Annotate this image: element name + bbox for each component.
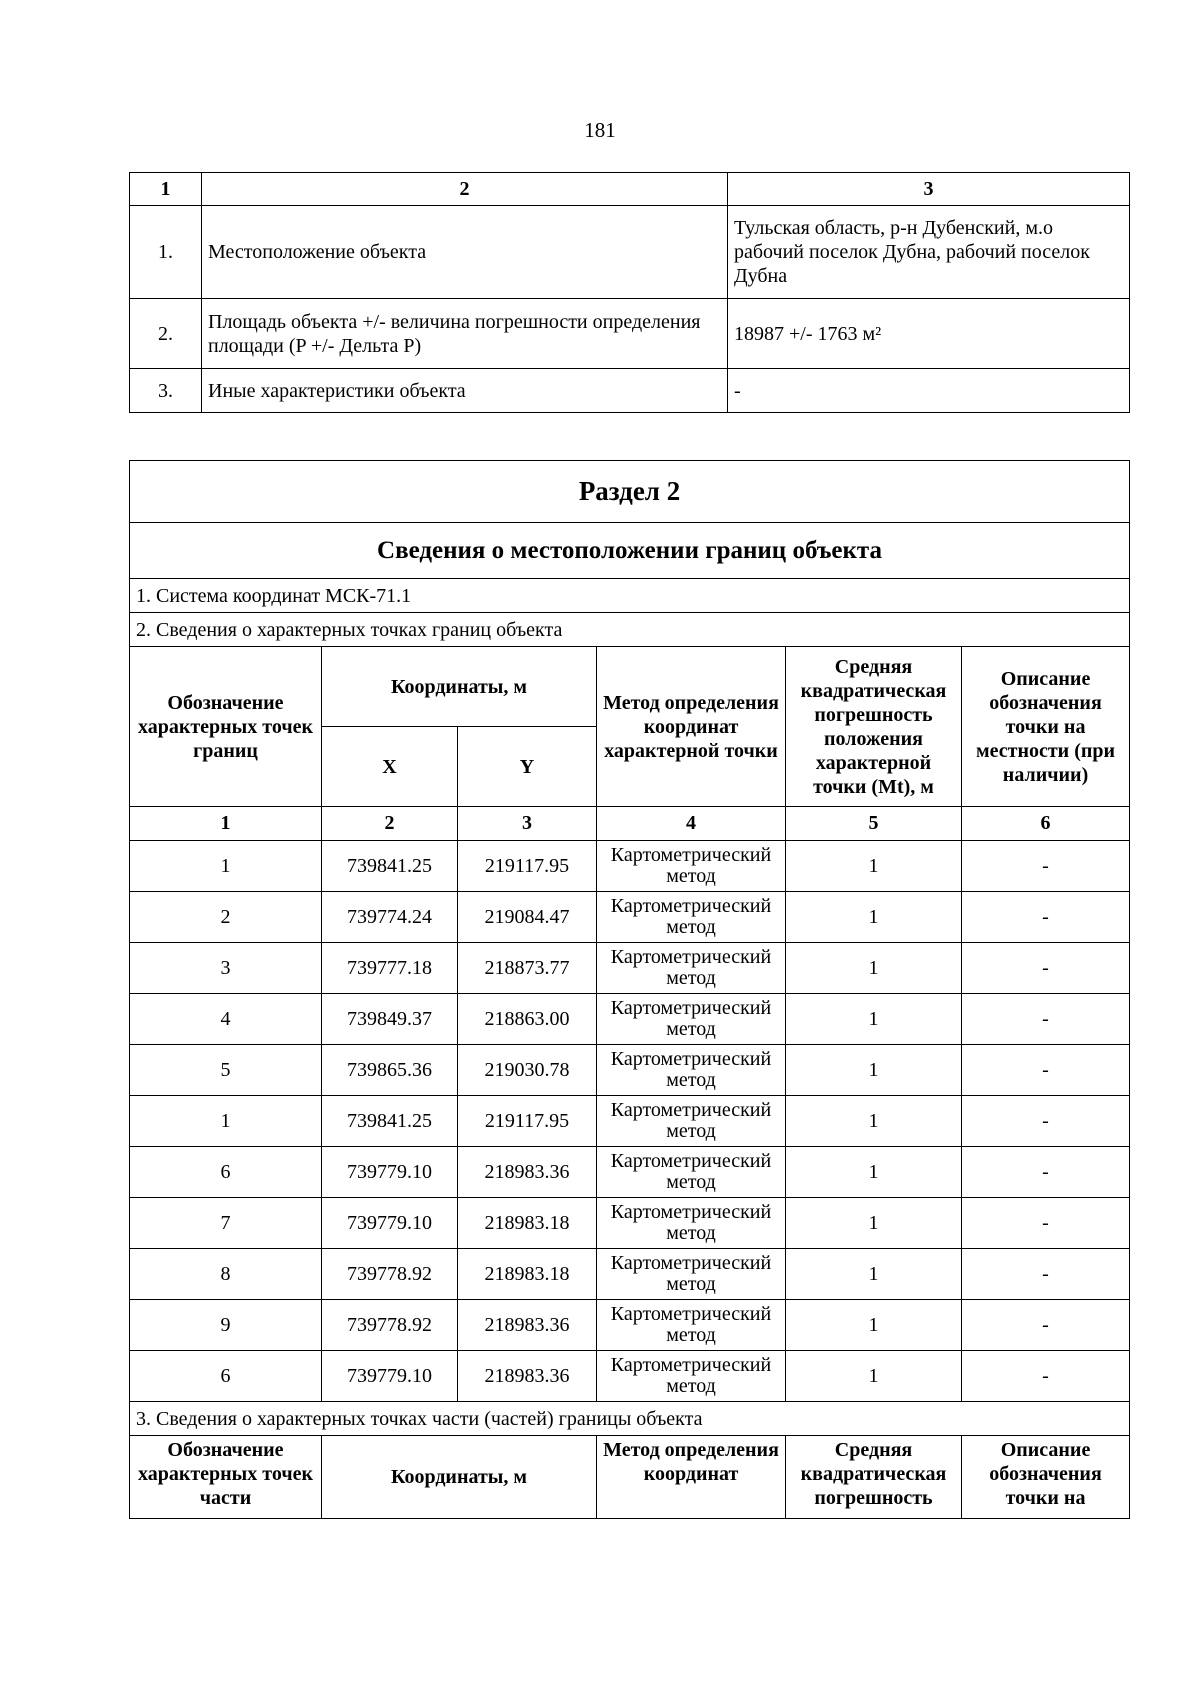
point-designation: 4: [130, 994, 322, 1045]
top-table-header-row: [130, 173, 1130, 206]
parts-heading: 3. Сведения о характерных точках части (частей) границы объекта: [130, 1402, 1130, 1436]
accuracy-cell: 1: [786, 841, 962, 892]
method-cell: Картометрический метод: [597, 841, 786, 892]
coord-x: 739865.36: [322, 1045, 458, 1096]
accuracy-cell: 1: [786, 1300, 962, 1351]
accuracy-cell: 1: [786, 1045, 962, 1096]
method-cell: Картометрический метод: [597, 1045, 786, 1096]
index-cell: 4: [597, 807, 786, 841]
table-row: [130, 841, 1130, 892]
row-value: Тульская область, р-н Дубенский, м.о рабочий поселок Дубна, рабочий поселок Дубна: [728, 206, 1130, 299]
point-designation: 6: [130, 1351, 322, 1402]
accuracy-cell: 1: [786, 892, 962, 943]
method-cell: Картометрический метод: [597, 1249, 786, 1300]
point-designation: 9: [130, 1300, 322, 1351]
description-cell: -: [962, 1351, 1130, 1402]
coordinate-system: 1. Система координат МСК-71.1: [130, 579, 1130, 613]
boundary-points-table: [129, 460, 1130, 1519]
coord-y: 218983.18: [458, 1249, 597, 1300]
table-row: [130, 1198, 1130, 1249]
description-cell: -: [962, 1249, 1130, 1300]
coord-x: 739841.25: [322, 1096, 458, 1147]
table-row: [130, 1096, 1130, 1147]
accuracy-cell: 1: [786, 1096, 962, 1147]
index-cell: 1: [130, 807, 322, 841]
table-row: [130, 206, 1130, 299]
header-y: Y: [458, 727, 597, 807]
row-value: -: [728, 369, 1130, 413]
coord-x: 739778.92: [322, 1249, 458, 1300]
table-row: [130, 1045, 1130, 1096]
coord-x: 739779.10: [322, 1198, 458, 1249]
method-cell: Картометрический метод: [597, 1096, 786, 1147]
coord-x: 739777.18: [322, 943, 458, 994]
row-label: Иные характеристики объекта: [202, 369, 728, 413]
method-cell: Картометрический метод: [597, 1300, 786, 1351]
parts-header-coordinates: Координаты, м: [322, 1436, 597, 1519]
method-cell: Картометрический метод: [597, 1351, 786, 1402]
row-value: 18987 +/- 1763 м²: [728, 299, 1130, 369]
header-coordinates: Координаты, м: [322, 647, 597, 727]
table-row: [130, 1147, 1130, 1198]
coord-x: 739779.10: [322, 1351, 458, 1402]
header-col-1: 1: [130, 173, 202, 206]
row-number: 2.: [130, 299, 202, 369]
accuracy-cell: 1: [786, 1249, 962, 1300]
parts-header-designation: Обозначение характерных точек части: [130, 1436, 322, 1519]
point-designation: 1: [130, 1096, 322, 1147]
section-title: Раздел 2: [130, 461, 1130, 523]
point-designation: 3: [130, 943, 322, 994]
description-cell: -: [962, 1198, 1130, 1249]
accuracy-cell: 1: [786, 1198, 962, 1249]
table-row: [130, 1300, 1130, 1351]
row-number: 3.: [130, 369, 202, 413]
coord-y: 219030.78: [458, 1045, 597, 1096]
table-row: [130, 943, 1130, 994]
index-cell: 5: [786, 807, 962, 841]
parts-header-description: Описание обозначения точки на: [962, 1436, 1130, 1519]
description-cell: -: [962, 841, 1130, 892]
description-cell: -: [962, 1300, 1130, 1351]
method-cell: Картометрический метод: [597, 994, 786, 1045]
parts-header-method: Метод определения координат: [597, 1436, 786, 1519]
description-cell: -: [962, 1147, 1130, 1198]
coord-y: 218863.00: [458, 994, 597, 1045]
coord-y: 219117.95: [458, 841, 597, 892]
header-accuracy: Средняя квадратическая погрешность положения характерной точки (Mt), м: [786, 647, 962, 807]
method-cell: Картометрический метод: [597, 892, 786, 943]
coord-y: 218983.36: [458, 1300, 597, 1351]
points-heading: 2. Сведения о характерных точках границ объекта: [130, 613, 1130, 647]
object-info-table: [129, 172, 1130, 413]
table-row: [130, 369, 1130, 413]
coord-x: 739779.10: [322, 1147, 458, 1198]
coord-y: 218983.36: [458, 1351, 597, 1402]
coord-x: 739774.24: [322, 892, 458, 943]
method-cell: Картометрический метод: [597, 1147, 786, 1198]
coord-y: 219084.47: [458, 892, 597, 943]
row-label: Площадь объекта +/- величина погрешности определения площади (P +/- Дельта P): [202, 299, 728, 369]
header-method: Метод определения координат характерной точки: [597, 647, 786, 807]
accuracy-cell: 1: [786, 943, 962, 994]
description-cell: -: [962, 994, 1130, 1045]
description-cell: -: [962, 892, 1130, 943]
index-cell: 2: [322, 807, 458, 841]
accuracy-cell: 1: [786, 1351, 962, 1402]
table-row: [130, 1351, 1130, 1402]
table-row: [130, 892, 1130, 943]
table-row: [130, 994, 1130, 1045]
header-col-2: 2: [202, 173, 728, 206]
point-designation: 7: [130, 1198, 322, 1249]
accuracy-cell: 1: [786, 994, 962, 1045]
coord-y: 218983.18: [458, 1198, 597, 1249]
coord-x: 739849.37: [322, 994, 458, 1045]
table-row: [130, 1249, 1130, 1300]
description-cell: -: [962, 943, 1130, 994]
column-index-row: [130, 807, 1130, 841]
header-description: Описание обозначения точки на местности (при наличии): [962, 647, 1130, 807]
coord-x: 739778.92: [322, 1300, 458, 1351]
point-designation: 5: [130, 1045, 322, 1096]
row-label: Местоположение объекта: [202, 206, 728, 299]
table-row: [130, 299, 1130, 369]
point-designation: 1: [130, 841, 322, 892]
accuracy-cell: 1: [786, 1147, 962, 1198]
coord-y: 218873.77: [458, 943, 597, 994]
description-cell: -: [962, 1045, 1130, 1096]
header-designation: Обозначение характерных точек границ: [130, 647, 322, 807]
method-cell: Картометрический метод: [597, 1198, 786, 1249]
index-cell: 3: [458, 807, 597, 841]
coord-y: 219117.95: [458, 1096, 597, 1147]
parts-header-accuracy: Средняя квадратическая погрешность: [786, 1436, 962, 1519]
method-cell: Картометрический метод: [597, 943, 786, 994]
page-number: 181: [584, 118, 616, 142]
point-designation: 8: [130, 1249, 322, 1300]
description-cell: -: [962, 1096, 1130, 1147]
point-designation: 6: [130, 1147, 322, 1198]
section-subtitle: Сведения о местоположении границ объекта: [130, 523, 1130, 579]
points-body: [130, 841, 1130, 1402]
index-cell: 6: [962, 807, 1130, 841]
coord-y: 218983.36: [458, 1147, 597, 1198]
header-col-3: 3: [728, 173, 1130, 206]
header-x: X: [322, 727, 458, 807]
point-designation: 2: [130, 892, 322, 943]
row-number: 1.: [130, 206, 202, 299]
coord-x: 739841.25: [322, 841, 458, 892]
